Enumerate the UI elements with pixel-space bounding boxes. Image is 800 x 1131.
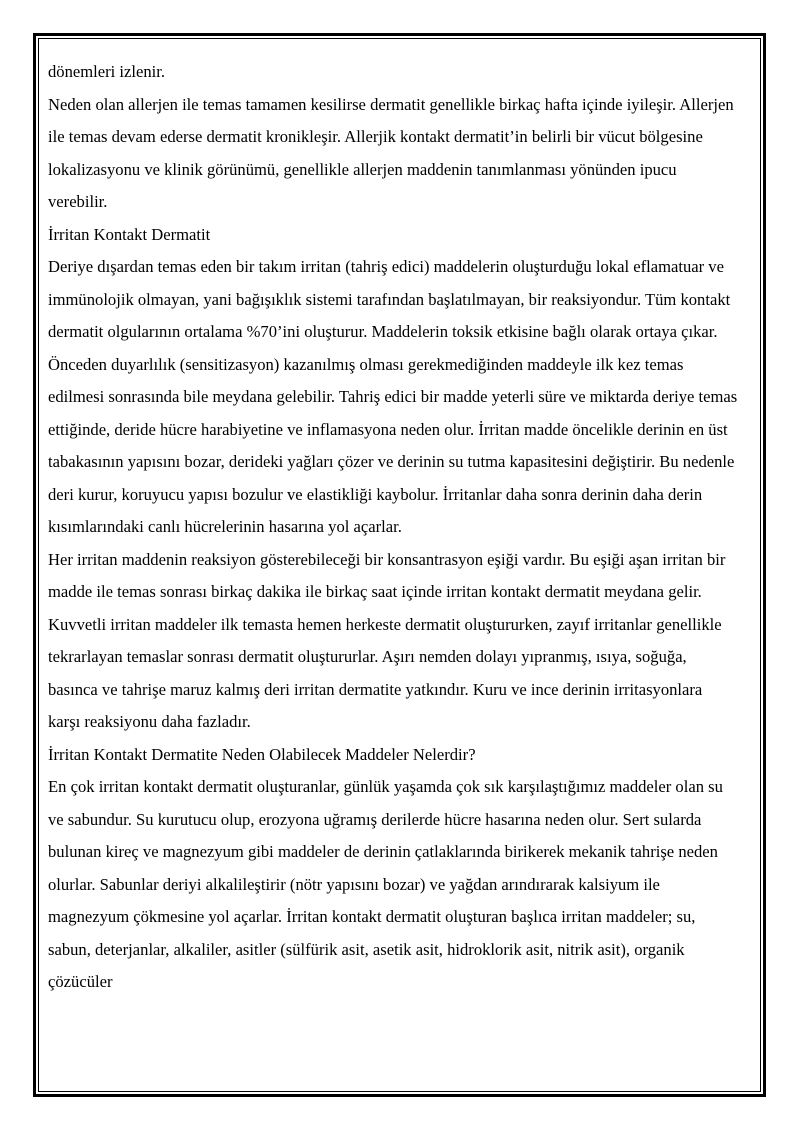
heading-irritant-contact-dermatitis: İrritan Kontakt Dermatit: [48, 224, 211, 244]
document-body: [48, 56, 738, 999]
paragraph-allergen-contact: Neden olan allerjen ile temas tamamen kesilirse dermatit genellikle birkaç hafta içinde iyileşir. Allerjen ile temas devam ederse dermatit kronikleşir. Allerjik kontakt dermatit’in belirli bir vücut bölgesine lokalizasyonu ve klinik görünümü, genellikle allerjen maddenin tanımlanması yönünden ipucu verebilir.: [48, 94, 734, 211]
paragraph-irritant-threshold: Her irritan maddenin reaksiyon gösterebileceği bir konsantrasyon eşiği vardır. Bu eşiği aşan irritan bir madde ile temas sonrası birkaç dakika ile birkaç saat içinde irritan kontakt dermatit meydana gelir. Kuvvetli irritan maddeler ilk temasta hemen herkeste dermatit oluştururken, zayıf irritanlar genellikle tekrarlayan temaslar sonrası dermatit oluştururlar. Aşırı nemden dolayı yıpranmış, ısıya, soğuğa, basınca ve tahrişe maruz kalmış deri irritan dermatite yatkındır. Kuru ve ince derinin irritasyonlara karşı reaksiyonu daha fazladır.: [48, 549, 726, 731]
paragraph-continuation: dönemleri izlenir.: [48, 62, 166, 81]
heading-irritant-substances: İrritan Kontakt Dermatite Neden Olabilecek Maddeler Nelerdir?: [48, 744, 476, 764]
paragraph-irritant-substances: En çok irritan kontakt dermatit oluşturanlar, günlük yaşamda çok sık karşılaştığımız maddeler olan su ve sabundur. Su kurutucu olup, erozyona uğramış derilerde hücre hasarına neden olur. Sert sularda bulunan kireç ve magnezyum gibi maddeler de derinin çatlaklarında birikerek mekanik tahrişe neden olurlar. Sabunlar deriyi alkalileştirir (nötr yapısını bozar) ve yağdan arındırarak kalsiyum ile magnezyum çökmesine yol açarlar. İrritan kontakt dermatit oluşturan başlıca irritan maddeler; su, sabun, deterjanlar, alkaliler, asitler (sülfürik asit, asetik asit, hidroklorik asit, nitrik asit), organik çözücüler: [48, 777, 723, 991]
paragraph-irritant-definition: Deriye dışardan temas eden bir takım irritan (tahriş edici) maddelerin oluşturduğu lokal eflamatuar ve immünolojik olmayan, yani bağışıklık sistemi tarafından başlatılmayan, bir reaksiyondur. Tüm kontakt dermatit olgularının ortalama %70’ini oluşturur. Maddelerin toksik etkisine bağlı olarak ortaya çıkar. Önceden duyarlılık (sensitizasyon) kazanılmış olması gerekmediğinden maddeyle ilk kez temas edilmesi sonrasında bile meydana gelebilir. Tahriş edici bir madde yeterli süre ve miktarda deriye temas ettiğinde, deride hücre harabiyetine ve inflamasyona neden olur. İrritan madde öncelikle derinin en üst tabakasının yapısını bozar, derideki yağları çözer ve derinin su tutma kapasitesini değiştirir. Bu nedenle deri kurur, koruyucu yapısı bozulur ve elastikliği kaybolur. İrritanlar daha sonra derinin daha derin kısımlarındaki canlı hücrelerinin hasarına yol açarlar.: [48, 257, 738, 536]
